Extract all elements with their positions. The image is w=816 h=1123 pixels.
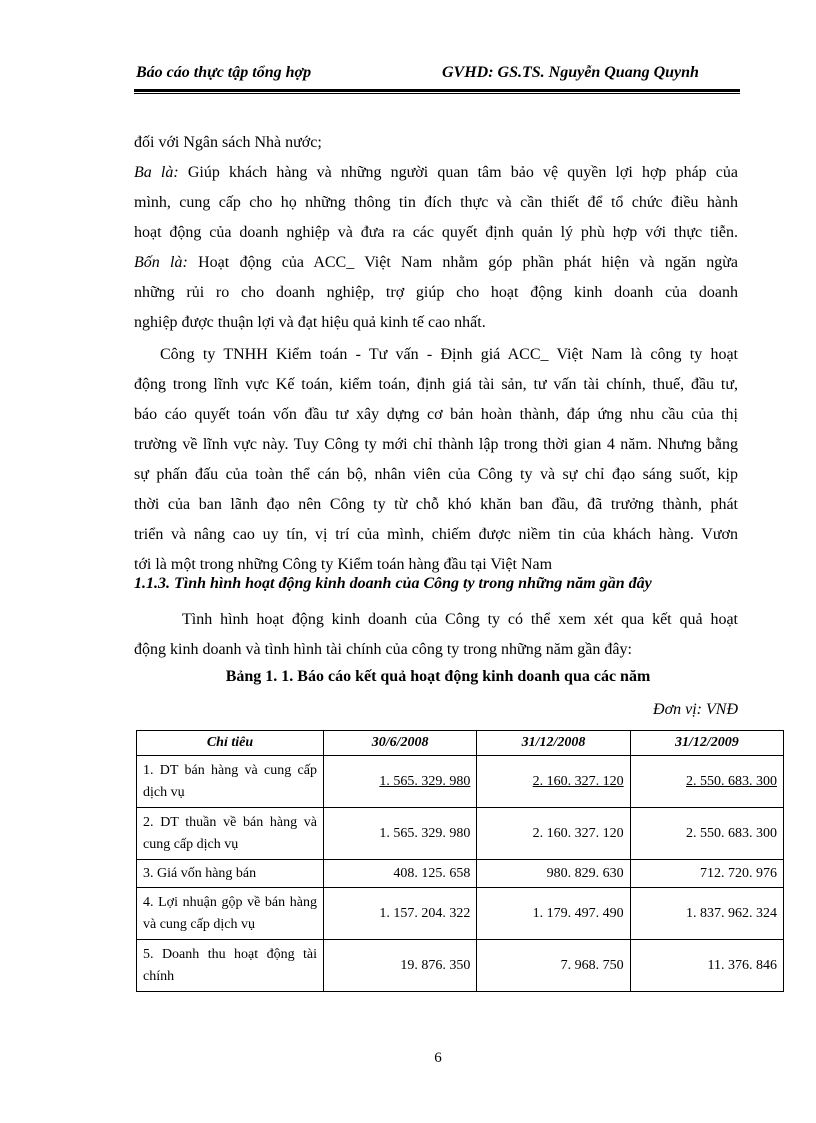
text-line: Tình hình hoạt động kinh doanh của Công ty có thể xem xét qua kết quả hoạt <box>182 611 738 628</box>
column-header: 31/12/2008 <box>477 731 630 756</box>
text-line: trường về lĩnh vực này. Tuy Công ty mới chỉ thành lập trong thời gian 4 năm. Nhưng bằng <box>134 436 738 453</box>
row-label: 1. DT bán hàng và cung cấp dịch vụ <box>137 756 324 808</box>
value-cell: 11. 376. 846 <box>630 940 783 992</box>
text-line: động kinh doanh và tình hình tài chính của công ty trong những năm gần đây: <box>134 641 632 658</box>
header-rule-thin <box>134 93 740 94</box>
item-text: Giúp khách hàng và những người quan tâm bảo vệ quyền lợi hợp pháp của <box>178 164 739 181</box>
text-line <box>134 248 738 278</box>
value-cell: 2. 550. 683. 300 <box>630 808 783 860</box>
text-line: thời của ban lãnh đạo nên Công ty từ chỗ khó khăn ban đầu, đã trưởng thành, phát <box>134 496 738 513</box>
value-cell: 7. 968. 750 <box>477 940 630 992</box>
page-header <box>136 64 742 88</box>
section-heading: 1.1.3. Tình hình hoạt động kinh doanh của Công ty trong những năm gần đây <box>134 575 652 592</box>
value-cell <box>477 756 630 808</box>
page-number: 6 <box>434 1050 442 1066</box>
column-header: 30/6/2008 <box>324 731 477 756</box>
row-label: 3. Giá vốn hàng bán <box>137 860 324 888</box>
paragraph-intro <box>134 605 738 665</box>
table-title: Bảng 1. 1. Báo cáo kết quả hoạt động kinh doanh qua các năm <box>225 668 651 685</box>
header-rule-thick <box>134 89 740 92</box>
value-cell: 1. 565. 329. 980 <box>324 808 477 860</box>
item-label: Ba là: <box>134 164 179 181</box>
value-cell: 1. 179. 497. 490 <box>477 888 630 940</box>
business-results-table <box>136 730 784 992</box>
text-line: Công ty TNHH Kiểm toán - Tư vấn - Định giá ACC_ Việt Nam là công ty hoạt <box>160 346 738 363</box>
text-line: nghiệp được thuận lợi và đạt hiệu quả kinh tế cao nhất. <box>134 314 486 331</box>
value-cell: 19. 876. 350 <box>324 940 477 992</box>
value-text: 1. 565. 329. 980 <box>379 773 471 789</box>
paragraph-company <box>134 340 738 580</box>
table-header-row <box>137 731 784 756</box>
column-header: 31/12/2009 <box>630 731 783 756</box>
row-label: 5. Doanh thu hoạt động tài chính <box>137 940 324 992</box>
text-line: báo cáo quyết toán vốn đầu tư xây dựng cơ bản hoàn thành, đáp ứng nhu cầu của thị <box>134 406 738 423</box>
value-cell: 408. 125. 658 <box>324 860 477 888</box>
header-supervisor: GVHD: GS.TS. Nguyễn Quang Quynh <box>442 64 699 81</box>
text-line: mình, cung cấp cho họ những thông tin đích thực và cần thiết để tổ chức điều hành <box>134 194 738 211</box>
table-row <box>137 888 784 940</box>
value-cell: 2. 160. 327. 120 <box>477 808 630 860</box>
value-cell: 1. 157. 204. 322 <box>324 888 477 940</box>
row-label: 2. DT thuần về bán hàng và cung cấp dịch vụ <box>137 808 324 860</box>
value-cell: 980. 829. 630 <box>477 860 630 888</box>
paragraph-roles <box>134 128 738 338</box>
column-header: Chỉ tiêu <box>137 731 324 756</box>
table-unit: Đơn vị: VNĐ <box>653 701 738 718</box>
text-line: tới là một trong những Công ty Kiểm toán hàng đầu tại Việt Nam <box>134 556 553 573</box>
table-row <box>137 940 784 992</box>
text-line: sự phấn đấu của toàn thể cán bộ, nhân viên của Công ty và sự chỉ đạo sáng suốt, kịp <box>134 466 738 483</box>
row-label: 4. Lợi nhuận gộp về bán hàng và cung cấp dịch vụ <box>137 888 324 940</box>
value-cell: 712. 720. 976 <box>630 860 783 888</box>
text-line <box>134 158 738 188</box>
table-row <box>137 756 784 808</box>
value-text: 2. 160. 327. 120 <box>532 773 624 789</box>
text-line: những rủi ro cho doanh nghiệp, trợ giúp cho hoạt động kinh doanh của doanh <box>134 284 738 301</box>
text-line: hoạt động của doanh nghiệp và đưa ra các quyết định quản lý phù hợp với thực tiễn. <box>134 224 738 241</box>
value-cell <box>630 756 783 808</box>
item-text: Hoạt động của ACC_ Việt Nam nhằm góp phần phát hiện và ngăn ngừa <box>187 254 739 271</box>
text-line: triển và nâng cao uy tín, vị trí của mình, chiếm được niềm tin của khách hàng. Vươn <box>134 526 738 543</box>
text-line: đối với Ngân sách Nhà nước; <box>134 134 322 151</box>
text-line: động trong lĩnh vực Kế toán, kiểm toán, định giá tài sản, tư vấn tài chính, thuế, đầu tư, <box>134 376 738 393</box>
item-label: Bốn là: <box>134 254 188 271</box>
value-cell: 1. 837. 962. 324 <box>630 888 783 940</box>
table-row <box>137 808 784 860</box>
value-text: 2. 550. 683. 300 <box>686 773 777 789</box>
value-cell <box>324 756 477 808</box>
header-report-title: Báo cáo thực tập tổng hợp <box>136 64 312 81</box>
table-row <box>137 860 784 888</box>
